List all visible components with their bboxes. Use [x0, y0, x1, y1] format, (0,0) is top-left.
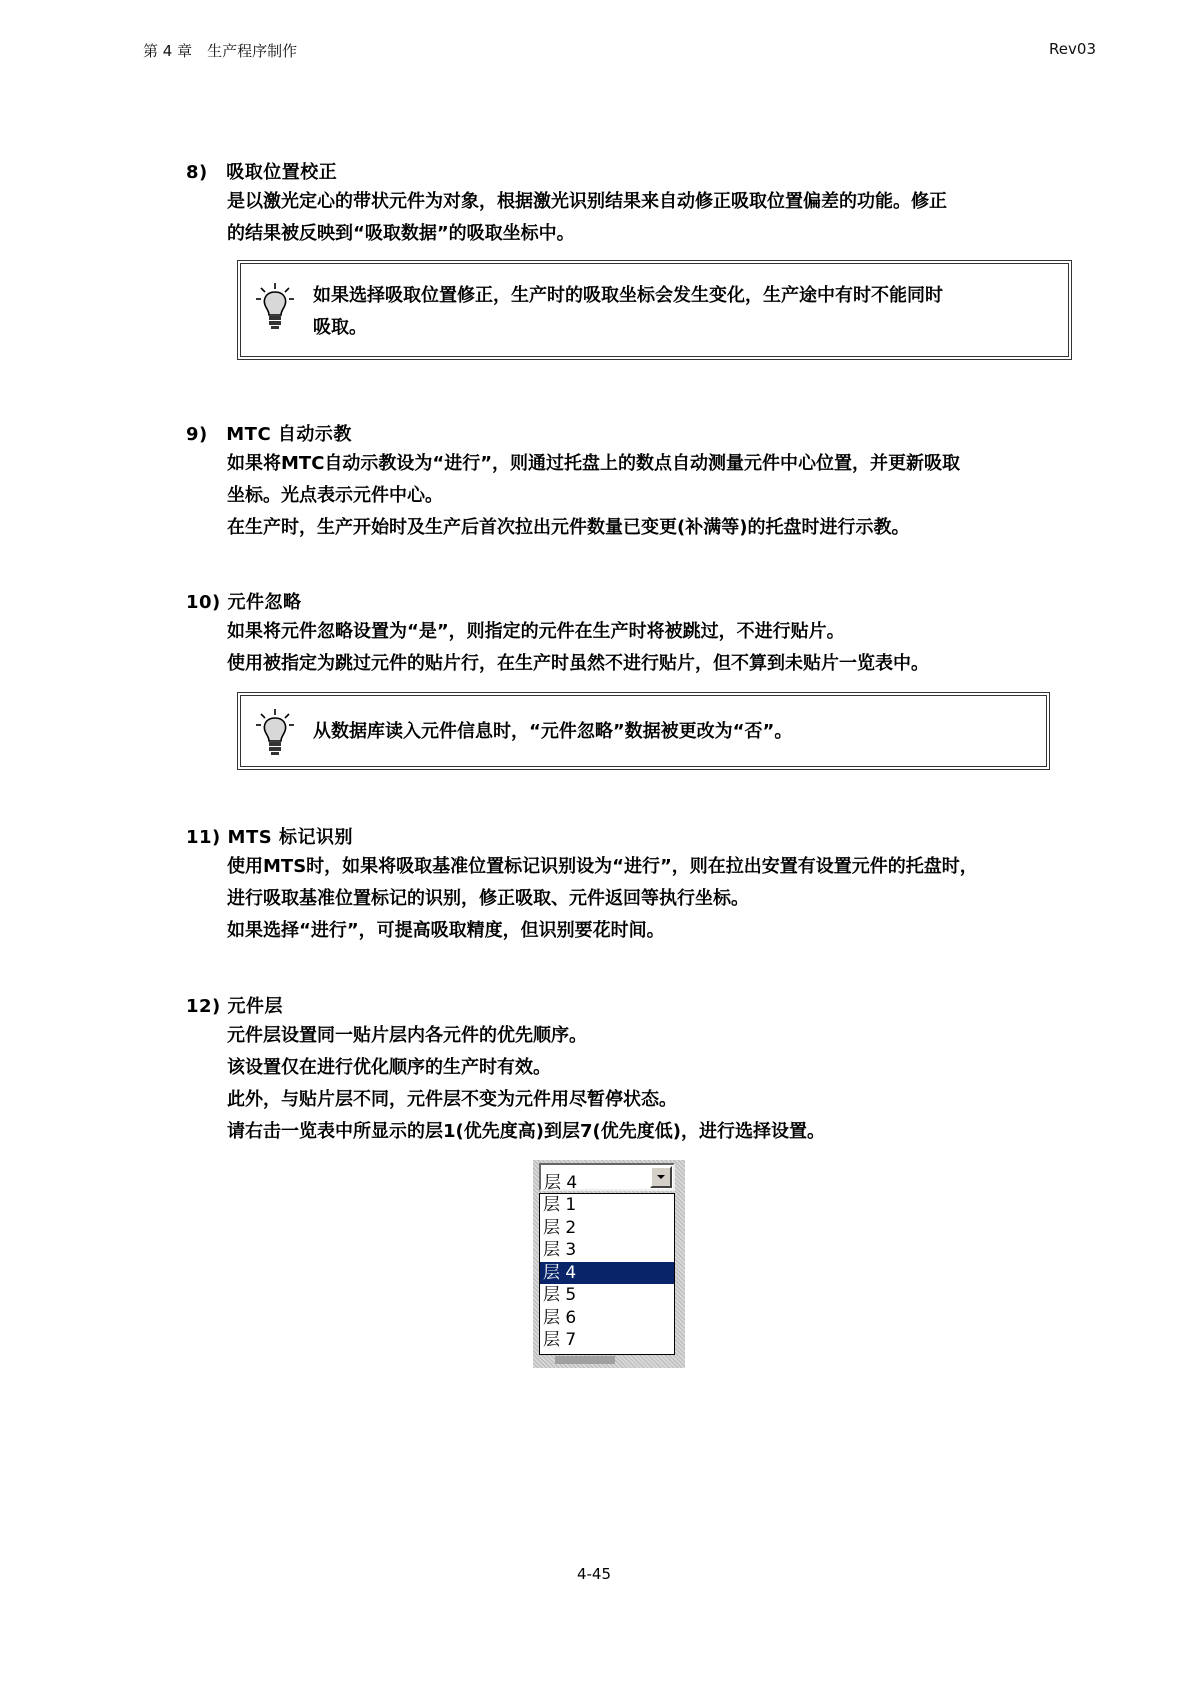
dropdown-arrow-button[interactable] — [650, 1166, 672, 1188]
section-body-8 — [227, 186, 1087, 250]
section-title-9: 9) MTC 自动示教 — [186, 424, 352, 445]
section-body-12 — [227, 1020, 1087, 1148]
layer-option-6[interactable]: 层 6 — [543, 1307, 577, 1328]
text-line: 使用MTS时，如果将吸取基准位置标记识别设为“进行”，则在拉出安置有设置元件的托盘时， — [227, 856, 978, 877]
text-line: 请右击一览表中所显示的层1(优先度高)到层7(优先度低)，进行选择设置。 — [227, 1121, 825, 1142]
note-box-10 — [237, 692, 1050, 770]
text-line: 在生产时，生产开始时及生产后首次拉出元件数量已变更(补满等)的托盘时进行示教。 — [227, 517, 910, 538]
text-line: 如果将元件忽略设置为“是”，则指定的元件在生产时将被跳过，不进行贴片。 — [227, 621, 845, 642]
chapter-header: 第 4 章 生产程序制作 — [143, 42, 298, 60]
section-body-9 — [227, 448, 1087, 544]
page-number: 4-45 — [576, 1565, 612, 1583]
note-text: 吸取。 — [313, 317, 367, 338]
layer-option-4-selected[interactable]: 层 4 — [540, 1262, 674, 1285]
text-line: 是以激光定心的带状元件为对象，根据激光识别结果来自动修正吸取位置偏差的功能。修正 — [227, 191, 947, 212]
text-line: 使用被指定为跳过元件的贴片行，在生产时虽然不进行贴片，但不算到未贴片一览表中。 — [227, 653, 929, 674]
text-line: 如果选择“进行”，可提高吸取精度，但识别要花时间。 — [227, 920, 665, 941]
section-title-8: 8) 吸取位置校正 — [186, 162, 338, 183]
layer-option-7[interactable]: 层 7 — [543, 1330, 577, 1350]
section-title-12: 12) 元件层 — [186, 996, 284, 1017]
layer-options-list — [539, 1193, 675, 1355]
text-line: 坐标。光点表示元件中心。 — [227, 485, 443, 506]
layer-select-value: 层 4 — [544, 1173, 578, 1193]
layer-option-3[interactable]: 层 3 — [543, 1240, 577, 1260]
chevron-down-icon — [652, 1168, 670, 1186]
note-text: 如果选择吸取位置修正，生产时的吸取坐标会发生变化，生产途中有时不能同时 — [313, 285, 943, 306]
section-title-11: 11) MTS 标记识别 — [186, 827, 353, 848]
layer-select[interactable] — [539, 1163, 675, 1191]
text-line: 元件层设置同一贴片层内各元件的优先顺序。 — [227, 1025, 587, 1046]
section-title-10: 10) 元件忽略 — [186, 592, 302, 613]
text-line: 该设置仅在进行优化顺序的生产时有效。 — [227, 1057, 551, 1078]
text-line: 如果将MTC自动示教设为“进行”，则通过托盘上的数点自动测量元件中心位置，并更新吸取 — [227, 453, 961, 474]
layer-option-2[interactable]: 层 2 — [543, 1217, 577, 1238]
section-body-10 — [227, 616, 1087, 680]
revision-label: Rev03 — [1049, 40, 1096, 58]
layer-dropdown-screenshot — [533, 1160, 685, 1368]
note-box-8 — [237, 260, 1072, 360]
text-line: 进行吸取基准位置标记的识别，修正吸取、元件返回等执行坐标。 — [227, 888, 749, 909]
section-body-11 — [227, 851, 1087, 947]
dialog-control-edge — [555, 1356, 615, 1364]
text-line: 此外，与贴片层不同，元件层不变为元件用尽暂停状态。 — [227, 1089, 677, 1110]
layer-option-5[interactable]: 层 5 — [543, 1285, 577, 1305]
note-text: 从数据库读入元件信息时，“元件忽略”数据被更改为“否”。 — [313, 721, 793, 742]
lightbulb-icon — [255, 282, 295, 332]
layer-option-1[interactable]: 层 1 — [543, 1195, 577, 1215]
lightbulb-icon — [255, 708, 295, 758]
text-line: 的结果被反映到“吸取数据”的吸取坐标中。 — [227, 223, 575, 244]
